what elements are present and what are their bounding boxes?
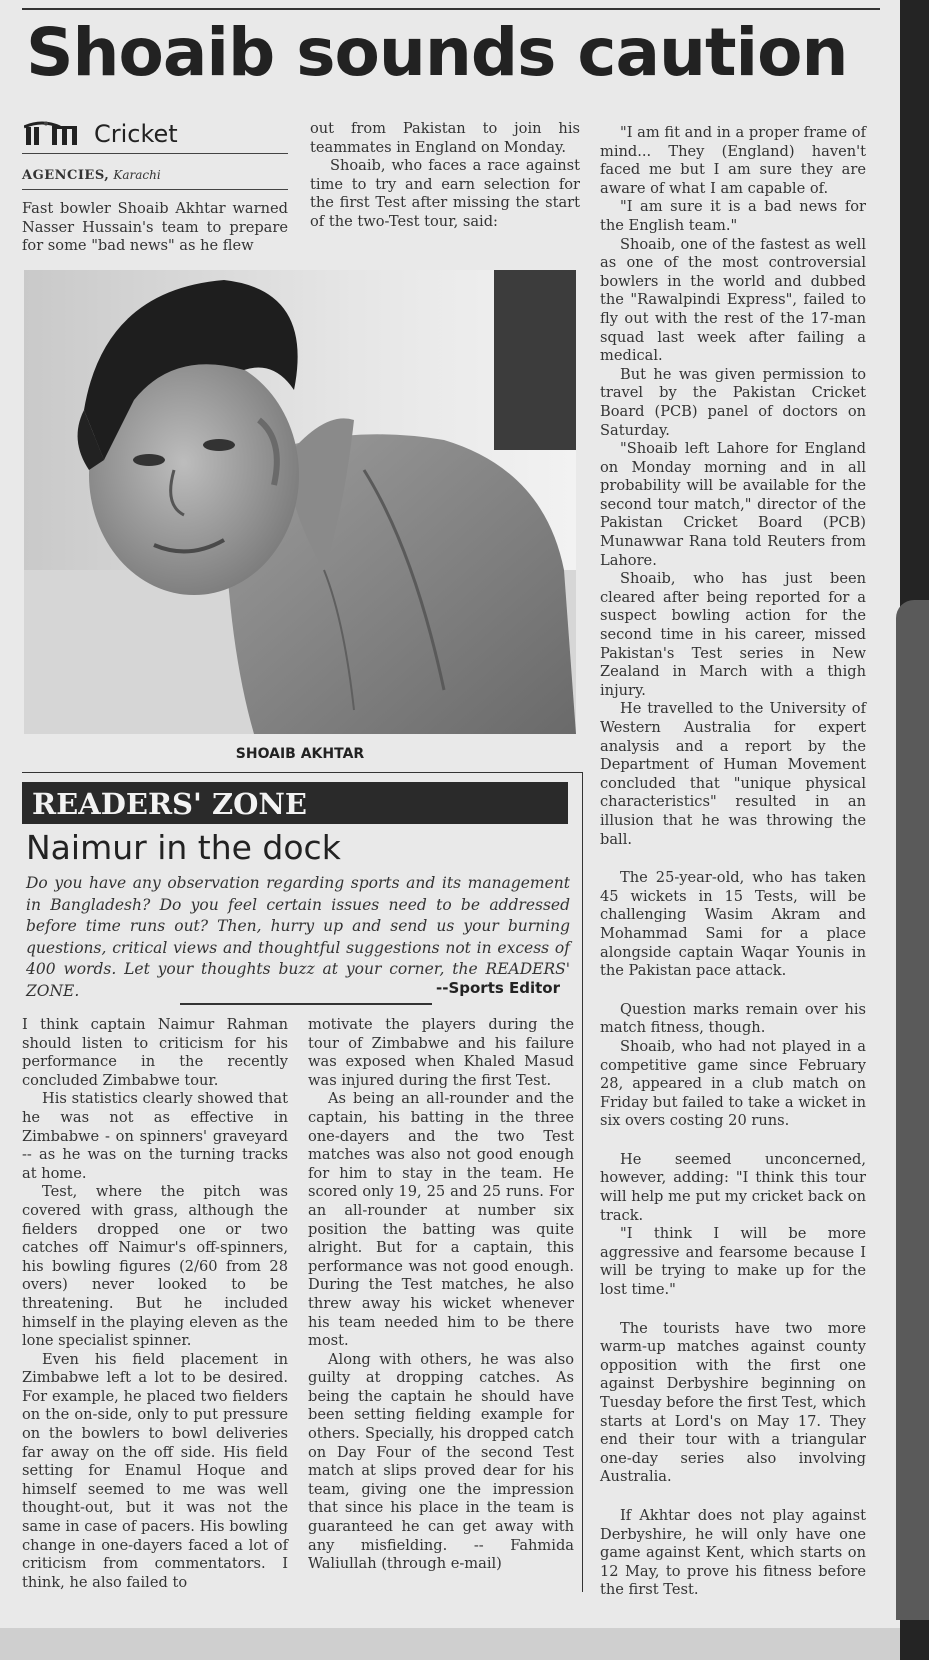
player-portrait-illustration — [24, 270, 576, 734]
headline: Shoaib sounds caution — [26, 14, 848, 91]
readers-zone-top-rule — [22, 772, 582, 773]
article-paragraph: He travelled to the University of Western Australia for expert analysis and a report by the Department of Human Movement concluded that "unique physical characteristics" resulted in an illusion that he was throwing the ball. — [600, 700, 866, 848]
article-paragraph: Shoaib, who faces a race against time to try and earn selection for the first Test after missing the start of the two-Test tour, said: — [310, 157, 580, 230]
byline-place: Karachi — [113, 168, 161, 182]
letter-paragraph: His statistics clearly showed that he was not as effective in Zimbabwe - on spinners' graveyard -- as he was on the turning tracks at home. — [22, 1090, 288, 1182]
letter-paragraph: Even his field placement in Zimbabwe left a lot to be desired. For example, he placed two fielders on the on-side, only to put pressure on the bowlers to bowl deliveries far away on the off side. His field setting for Enamul Hoque and himself seemed to me was well thought-out, but it was not the same in case of pacers. His bowling change in one-dayers faced a lot of criticism from commentators. I think, he also failed to — [22, 1350, 288, 1591]
readers-zone-divider — [180, 1003, 432, 1005]
article-paragraph: If Akhtar does not play against Derbyshire, he will only have one game against Kent, which starts on 12 May, to prove his fitness before the first Test. — [600, 1506, 866, 1599]
article-paragraph: Shoaib, one of the fastest as well as one of the most controversial bowlers in the world and dubbed the "Rawalpindi Express", failed to fly out with the rest of the 17-man squad last week after failing a medical. — [600, 235, 866, 365]
section-label: Cricket — [94, 120, 178, 148]
readers-zone-side-rule — [582, 772, 583, 1592]
letter-column-2 — [308, 1016, 574, 1574]
top-rule — [22, 8, 880, 10]
article-paragraph: "I am sure it is a bad news for the English team." — [600, 198, 866, 234]
section-logo — [24, 120, 178, 148]
article-column-3 — [600, 124, 866, 1600]
article-paragraph: The 25-year-old, who has taken 45 wickets in 15 Tests, will be challenging Wasim Akram and Mohammad Sami for a place alongside captain Waqar Younis in the Pakistan pace attack. — [600, 869, 866, 980]
background-object — [896, 600, 929, 1620]
article-column-2 — [310, 120, 580, 232]
readers-zone-headline: Naimur in the dock — [26, 828, 341, 867]
article-paragraph: "Shoaib left Lahore for England on Monday morning and in all probability will be available for the second tour match," director of the Pakistan Cricket Board (PCB) Munawwar Rana told Reuters from Lahore. — [600, 440, 866, 569]
byline-rule — [22, 189, 288, 190]
readers-zone-banner — [22, 782, 568, 824]
article-paragraph: He seemed unconcerned, however, adding: "I think this tour will help me put my cricket back on track. — [600, 1150, 866, 1224]
section-rule — [22, 153, 288, 154]
letter-paragraph: Test, where the pitch was covered with grass, although the fielders dropped one or two catches off Naimur's off-spinners, his bowling figures (2/60 from 28 overs) never looked to be threatening. But he included himself in the playing eleven as the lone specialist spinner. — [22, 1183, 288, 1350]
article-paragraph: Fast bowler Shoaib Akhtar warned Nasser Hussain's team to prepare for some "bad news" as he flew — [22, 200, 288, 255]
readers-zone-intro: Do you have any observation regarding sports and its management in Bangladesh? Do you feel certain issues need to be addressed before time runs out? Then, hurry up and send us your burning questions, critical views and thoughtful suggestions not in excess of 400 words. Let your thoughts buzz at your corner, the READERS' ZONE. — [26, 874, 570, 1000]
letter-paragraph: motivate the players during the tour of Zimbabwe and his failure was exposed when Khaled Masud was injured during the first Test. — [308, 1016, 574, 1089]
article-paragraph: Shoaib, who has just been cleared after being reported for a suspect bowling action for the second time in his career, missed Pakistan's Test series in New Zealand in March with a thigh injury. — [600, 570, 866, 699]
article-paragraph: out from Pakistan to join his teammates in England on Monday. — [310, 120, 580, 156]
letter-paragraph: As being an all-rounder and the captain, his batting in the three one-dayers and the two Test matches was also not good enough for him to stay in the team. He scored only 19, 25 and 25 runs. For an all-rounder at number six position the batting was quite alright. But for a captain, this performance was not good enough. During the Test matches, he also threw away his wicket whenever his team needed him to be there most. — [308, 1090, 574, 1350]
article-paragraph: "I think I will be more aggressive and fearsome because I will be trying to make up for the lost time." — [600, 1225, 866, 1299]
article-paragraph: Shoaib, who had not played in a competitive game since February 28, appeared in a club match on Friday but failed to take a wicket in six overs costing 20 runs. — [600, 1037, 866, 1130]
page-bottom-edge — [0, 1628, 900, 1660]
photo-caption: SHOAIB AKHTAR — [235, 746, 365, 762]
article-column-1 — [22, 200, 288, 256]
letter-column-1 — [22, 1016, 288, 1592]
article-paragraph: "I am fit and in a proper frame of mind... They (England) haven't faced me but I am sure they are aware of what I am capable of. — [600, 124, 866, 197]
readers-zone-signature: --Sports Editor — [436, 979, 561, 997]
cricket-stumps-icon — [24, 121, 88, 147]
article-paragraph: But he was given permission to travel by the Pakistan Cricket Board (PCB) panel of doctors on Saturday. — [600, 365, 866, 439]
letter-paragraph: Along with others, he was also guilty at dropping catches. As being the captain he should have been setting fielding example for others. Specially, his dropped catch on Day Four of the second Test match at slips proved dear for his team, giving one the impression that since his place in the team is guaranteed he can get away with any misfielding. -- Fahmida Waliullah (through e-mail) — [308, 1350, 574, 1573]
byline-agency: AGENCIES, — [22, 168, 110, 183]
article-paragraph: The tourists have two more warm-up matches against county opposition with the first one against Derbyshire beginning on Tuesday before the first Test, which starts at Lord's on May 17. They end their tour with a triangular one-day series also involving Australia. — [600, 1319, 866, 1486]
readers-zone-title: READERS' ZONE — [32, 787, 308, 821]
letter-paragraph: I think captain Naimur Rahman should listen to criticism for his performance in the recently concluded Zimbabwe tour. — [22, 1016, 288, 1089]
byline — [22, 168, 161, 183]
article-paragraph: Question marks remain over his match fitness, though. — [600, 1000, 866, 1037]
player-photo — [24, 270, 576, 734]
